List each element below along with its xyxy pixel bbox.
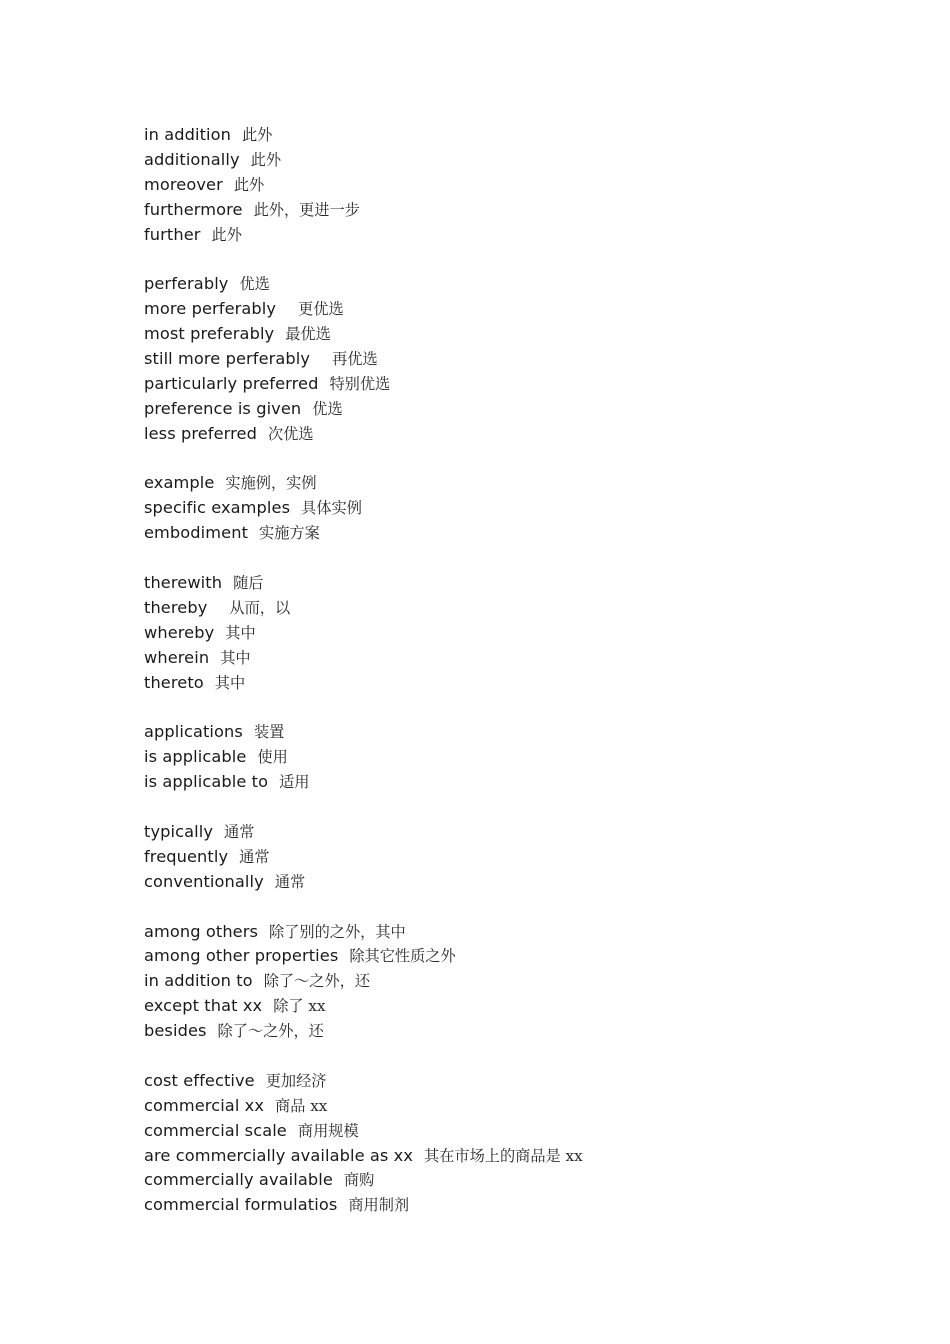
term-group-applicable: [144, 720, 904, 795]
term-entry: [144, 745, 904, 770]
term-english: is applicable to: [144, 772, 269, 792]
term-english: in addition to: [144, 971, 253, 991]
term-english: except that xx: [144, 996, 263, 1016]
term-group-besides: [144, 920, 904, 1044]
term-english: commercially available: [144, 1170, 333, 1190]
term-english: whereby: [144, 622, 215, 642]
term-entry: [144, 422, 904, 447]
term-entry: [144, 521, 904, 546]
term-english: conventionally: [144, 871, 264, 891]
term-chinese: 其中: [220, 648, 251, 667]
term-entry: [144, 944, 904, 969]
term-entry: [144, 198, 904, 223]
term-chinese: 除其它性质之外: [349, 947, 456, 966]
term-entry: [144, 646, 904, 671]
term-chinese: 除了别的之外，其中: [269, 922, 406, 941]
term-chinese: 具体实例: [301, 499, 362, 518]
term-english: applications: [144, 722, 243, 742]
term-entry: [144, 1144, 904, 1169]
term-chinese: 除了～之外，还: [263, 972, 370, 991]
term-english: embodiment: [144, 523, 249, 543]
term-entry: [144, 1094, 904, 1119]
term-entry: [144, 671, 904, 696]
term-entry: [144, 148, 904, 173]
term-english: among other properties: [144, 946, 339, 966]
term-chinese: 商品 xx: [275, 1096, 328, 1115]
term-chinese: 除了 xx: [273, 997, 326, 1016]
term-english: commercial xx: [144, 1095, 265, 1115]
term-chinese: 除了～之外，还: [217, 1022, 324, 1041]
term-entry: [144, 596, 904, 621]
term-group-usually: [144, 820, 904, 895]
term-entry: [144, 223, 904, 248]
term-group-there: [144, 571, 904, 695]
term-entry: [144, 297, 904, 322]
term-entry: [144, 322, 904, 347]
term-entry: [144, 1119, 904, 1144]
term-chinese: 次优选: [267, 424, 314, 443]
term-chinese: 优选: [239, 275, 270, 294]
term-entry: [144, 347, 904, 372]
term-english: still more perferably: [144, 349, 311, 369]
term-entry: [144, 969, 904, 994]
term-group-preference: [144, 272, 904, 446]
term-chinese: 再优选: [332, 350, 378, 369]
term-chinese: 更优选: [298, 300, 344, 319]
term-entry: [144, 372, 904, 397]
term-english: furthermore: [144, 199, 243, 219]
term-english: frequently: [144, 846, 229, 866]
document-page: [144, 123, 904, 1243]
term-chinese: 其中: [214, 673, 246, 692]
term-entry: [144, 123, 904, 148]
term-group-example: [144, 471, 904, 546]
term-chinese: 适用: [279, 773, 310, 792]
term-english: typically: [144, 821, 213, 841]
term-entry: [144, 272, 904, 297]
term-chinese: 通常: [274, 872, 306, 891]
term-english: specific examples: [144, 498, 291, 518]
term-entry: [144, 571, 904, 596]
term-chinese: 通常: [239, 847, 270, 866]
term-chinese: 此外: [211, 225, 242, 244]
term-english: thereto: [144, 672, 204, 692]
term-chinese: 商用制剂: [348, 1196, 410, 1215]
term-chinese: 最优选: [285, 325, 331, 344]
term-english: besides: [144, 1021, 207, 1041]
term-chinese: 商用规模: [297, 1121, 359, 1140]
term-chinese: 其在市场上的商品是 xx: [424, 1146, 583, 1165]
term-entry: [144, 496, 904, 521]
term-entry: [144, 720, 904, 745]
term-chinese: 使用: [257, 748, 288, 767]
term-english: commercial scale: [144, 1120, 287, 1140]
term-chinese: 此外，更进一步: [253, 200, 360, 219]
term-chinese: 其中: [225, 623, 256, 642]
term-english: most preferably: [144, 324, 275, 344]
term-chinese: 此外: [241, 126, 273, 144]
term-chinese: 此外: [233, 175, 265, 194]
term-entry: [144, 820, 904, 845]
term-english: further: [144, 224, 201, 244]
term-english: thereby: [144, 597, 208, 617]
term-group-commercial: [144, 1069, 904, 1218]
term-english: cost effective: [144, 1070, 255, 1090]
term-entry: [144, 845, 904, 870]
term-chinese: 商购: [343, 1171, 375, 1190]
term-english: moreover: [144, 174, 223, 194]
term-english: particularly preferred: [144, 373, 319, 393]
term-chinese: 实施方案: [259, 524, 320, 543]
term-chinese: 实施例，实例: [225, 474, 317, 493]
term-chinese: 随后: [233, 574, 264, 593]
term-entry: [144, 1019, 904, 1044]
term-english: among others: [144, 921, 259, 941]
term-english: additionally: [144, 149, 240, 169]
term-english: example: [144, 473, 215, 493]
term-chinese: 通常: [224, 822, 255, 841]
term-entry: [144, 770, 904, 795]
term-entry: [144, 173, 904, 198]
term-entry: [144, 1069, 904, 1094]
term-entry: [144, 471, 904, 496]
term-entry: [144, 920, 904, 945]
term-english: wherein: [144, 647, 210, 667]
term-entry: [144, 994, 904, 1019]
term-english: preference is given: [144, 398, 302, 418]
term-entry: [144, 621, 904, 646]
term-chinese: 更加经济: [265, 1071, 327, 1090]
term-english: are commercially available as xx: [144, 1145, 414, 1165]
term-chinese: 从而，以: [229, 598, 291, 617]
term-english: less preferred: [144, 423, 257, 443]
term-english: commercial formulatios: [144, 1195, 338, 1215]
term-entry: [144, 1193, 904, 1218]
term-entry: [144, 1168, 904, 1193]
term-chinese: 优选: [312, 399, 343, 418]
term-english: therewith: [144, 573, 223, 593]
term-english: is applicable: [144, 747, 247, 767]
term-chinese: 此外: [250, 150, 282, 169]
term-entry: [144, 397, 904, 422]
term-chinese: 特别优选: [329, 374, 391, 393]
term-english: in addition: [144, 125, 231, 144]
term-english: more perferably: [144, 299, 277, 319]
term-english: perferably: [144, 274, 229, 294]
term-group-addition: [144, 123, 904, 247]
term-chinese: 装置: [253, 723, 285, 742]
term-entry: [144, 870, 904, 895]
